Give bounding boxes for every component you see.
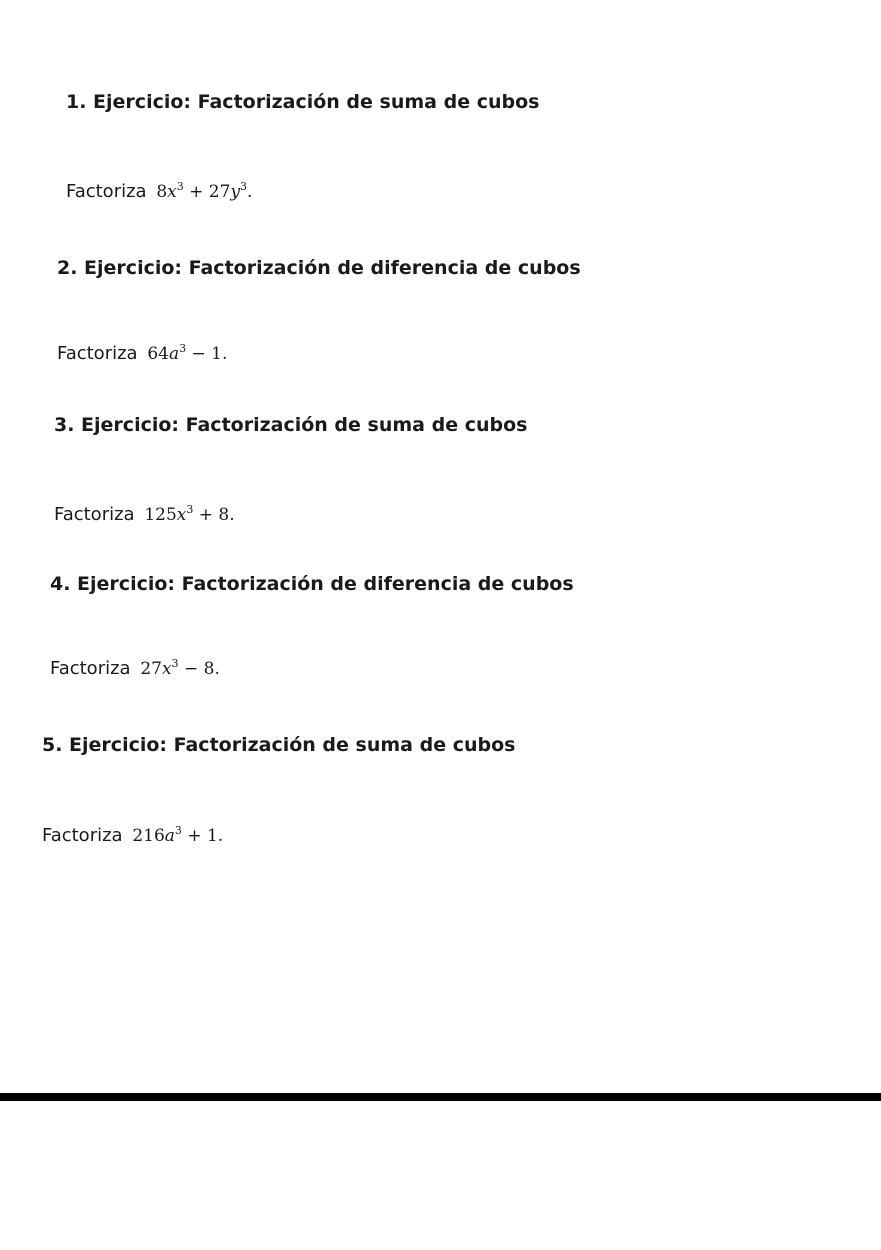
exercise-3-statement bbox=[54, 503, 235, 525]
exercise-5-expression: $216a^3 + 1$. bbox=[132, 824, 224, 846]
exercise-2-statement bbox=[57, 342, 228, 364]
exercise-3-prompt: Factoriza bbox=[54, 504, 135, 525]
exercise-4-prompt: Factoriza bbox=[50, 658, 131, 679]
exercise-5-title: 5. Ejercicio: Factorización de suma de cubos bbox=[42, 734, 516, 756]
exercise-2-title: 2. Ejercicio: Factorización de diferencia de cubos bbox=[57, 257, 581, 279]
exercise-1-statement bbox=[66, 180, 253, 202]
exercise-4-expression: $27x^3 - 8$. bbox=[140, 657, 220, 679]
page-divider bbox=[0, 1093, 881, 1101]
exercise-3-expression: $125x^3 + 8$. bbox=[144, 503, 235, 525]
exercise-5-prompt: Factoriza bbox=[42, 825, 123, 846]
exercise-3-title: 3. Ejercicio: Factorización de suma de cubos bbox=[54, 414, 528, 436]
exercise-4-statement bbox=[50, 657, 220, 679]
exercise-2-expression: $64a^3 - 1$. bbox=[147, 342, 228, 364]
exercise-1-prompt: Factoriza bbox=[66, 181, 147, 202]
exercise-5-statement bbox=[42, 824, 224, 846]
exercise-4-title: 4. Ejercicio: Factorización de diferencia de cubos bbox=[50, 573, 574, 595]
exercise-1-title: 1. Ejercicio: Factorización de suma de cubos bbox=[66, 91, 540, 113]
exercise-1-expression: $8x^3 + 27y^3$. bbox=[156, 180, 253, 202]
exercise-2-prompt: Factoriza bbox=[57, 343, 138, 364]
